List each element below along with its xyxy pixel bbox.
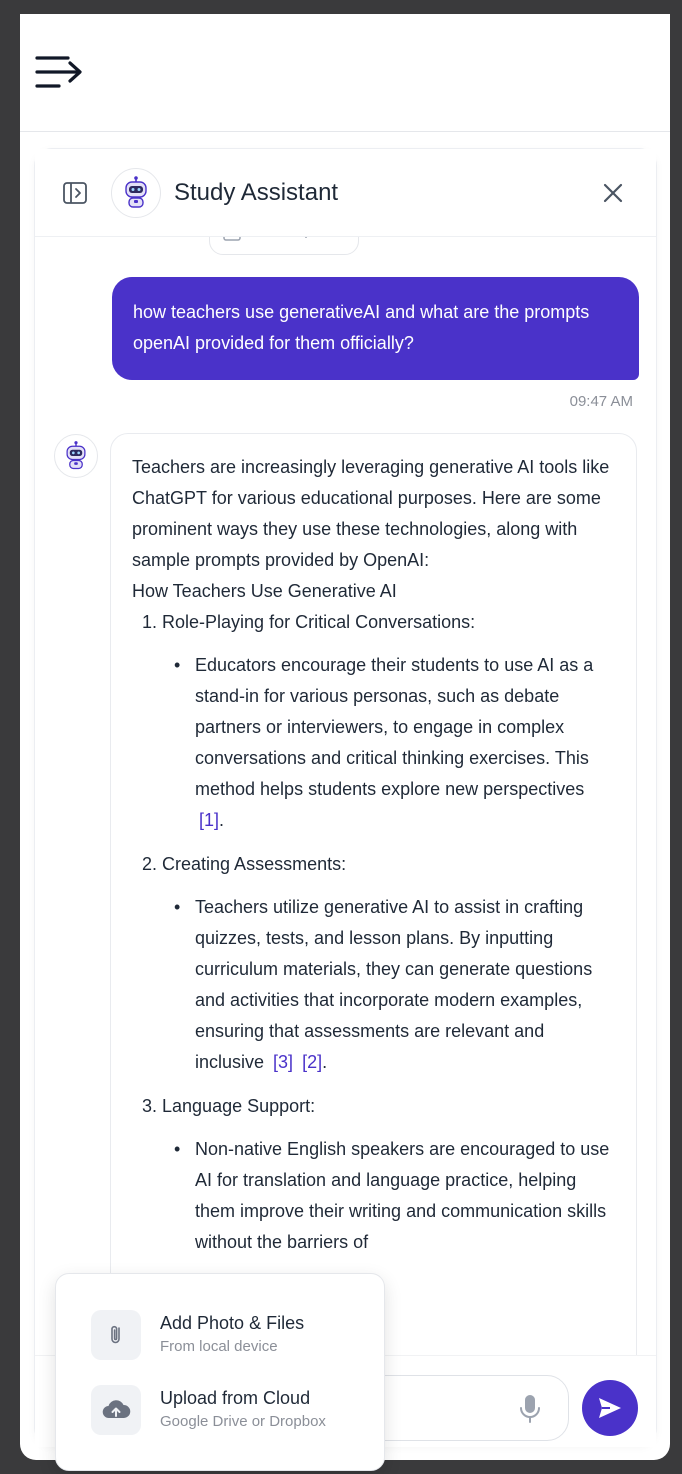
user-message-time: 09:47 AM [569, 393, 633, 410]
attach-option-label: Add Photo & Files [160, 1313, 305, 1333]
send-button[interactable] [582, 1380, 638, 1436]
app-frame [20, 14, 670, 1460]
robot-icon [118, 175, 154, 211]
bullet-text: Educators encourage their students to use AI as a stand-in for various personas, such as debate partners or interviewers, to engage in complex conversations and critical thinking exercises. This method helps students explore new perspectives [195, 655, 594, 799]
sidebar-toggle-button[interactable] [61, 179, 89, 207]
upload-from-cloud-option[interactable] [56, 1379, 384, 1439]
step-bullet [174, 1134, 616, 1258]
paperclip-icon [103, 1322, 129, 1348]
step-bullets [132, 1134, 616, 1258]
top-bar [20, 14, 670, 132]
robot-icon [60, 440, 92, 472]
attach-option-sub: Google Drive or Dropbox [160, 1413, 326, 1430]
add-photo-files-option[interactable] [56, 1304, 384, 1364]
bullet-text: Non-native English speakers are encouraged to use AI for translation and language practice, helping them improve their writing and communication skills without the barriers of [195, 1139, 610, 1252]
assistant-intro: Teachers are increasingly leveraging generative AI tools like ChatGPT for various educational purposes. Here are some prominent ways they use these technologies, along with sample prompts provided by OpenAI: [132, 457, 610, 570]
list-item [132, 849, 616, 1091]
citation-link[interactable]: [2] [302, 1052, 323, 1072]
bullet-text: Teachers utilize generative AI to assist in crafting quizzes, tests, and lesson plans. By inputting curriculum materials, they can generate questions and activities that incorporate modern examples, ensuring that assessments are relevant and inclusive [195, 897, 593, 1072]
step-bullet: • Educators encourage their students to use AI as a stand-in for various personas, such as debate partners or interviewers, to engage in complex conversations and critical thinking exercises. This method helps students explore new perspectives [1]. [174, 650, 616, 836]
list-item [132, 1091, 616, 1258]
step-heading: 1. Role-Playing for Critical Conversations: [142, 612, 476, 632]
chat-title: Study Assistant [174, 179, 339, 206]
citation-link[interactable]: [3] [273, 1052, 294, 1072]
chat-panel [34, 148, 657, 1446]
citation-link[interactable]: [1] [199, 810, 220, 830]
attach-option-sub: From local device [160, 1338, 278, 1355]
step-heading: 2. Creating Assessments: [142, 854, 347, 874]
step-bullet: • Teachers utilize generative AI to assist in crafting quizzes, tests, and lesson plans. By inputting curriculum materials, they can generate questions and activities that incorporate modern examples, ensuring that assessments are relevant and inclusive [3] [2]. [174, 892, 616, 1078]
list-item [132, 607, 616, 849]
sidebar-panel-icon [61, 179, 89, 207]
assistant-message-avatar [54, 434, 98, 478]
menu-arrow-icon [34, 52, 84, 92]
send-icon [596, 1394, 624, 1422]
cloud-upload-icon [101, 1397, 131, 1423]
menu-toggle-button[interactable] [34, 52, 84, 92]
steps-list [132, 607, 616, 1258]
user-message-bubble: how teachers use generativeAI and what are the prompts openAI provided for them officially? [112, 277, 639, 380]
close-chat-button[interactable] [599, 179, 627, 207]
chat-header [35, 149, 656, 237]
microphone-icon [516, 1393, 544, 1425]
close-icon [599, 179, 627, 207]
section-title: How Teachers Use Generative AI [132, 581, 397, 601]
microphone-button[interactable] [516, 1393, 544, 1425]
attach-option-label: Upload from Cloud [160, 1388, 311, 1408]
attach-menu [55, 1273, 385, 1471]
assistant-avatar [111, 168, 161, 218]
step-bullets [132, 650, 616, 836]
message-list[interactable] [35, 237, 656, 1430]
step-bullets [132, 892, 616, 1078]
step-heading: 3. Language Support: [142, 1096, 316, 1116]
